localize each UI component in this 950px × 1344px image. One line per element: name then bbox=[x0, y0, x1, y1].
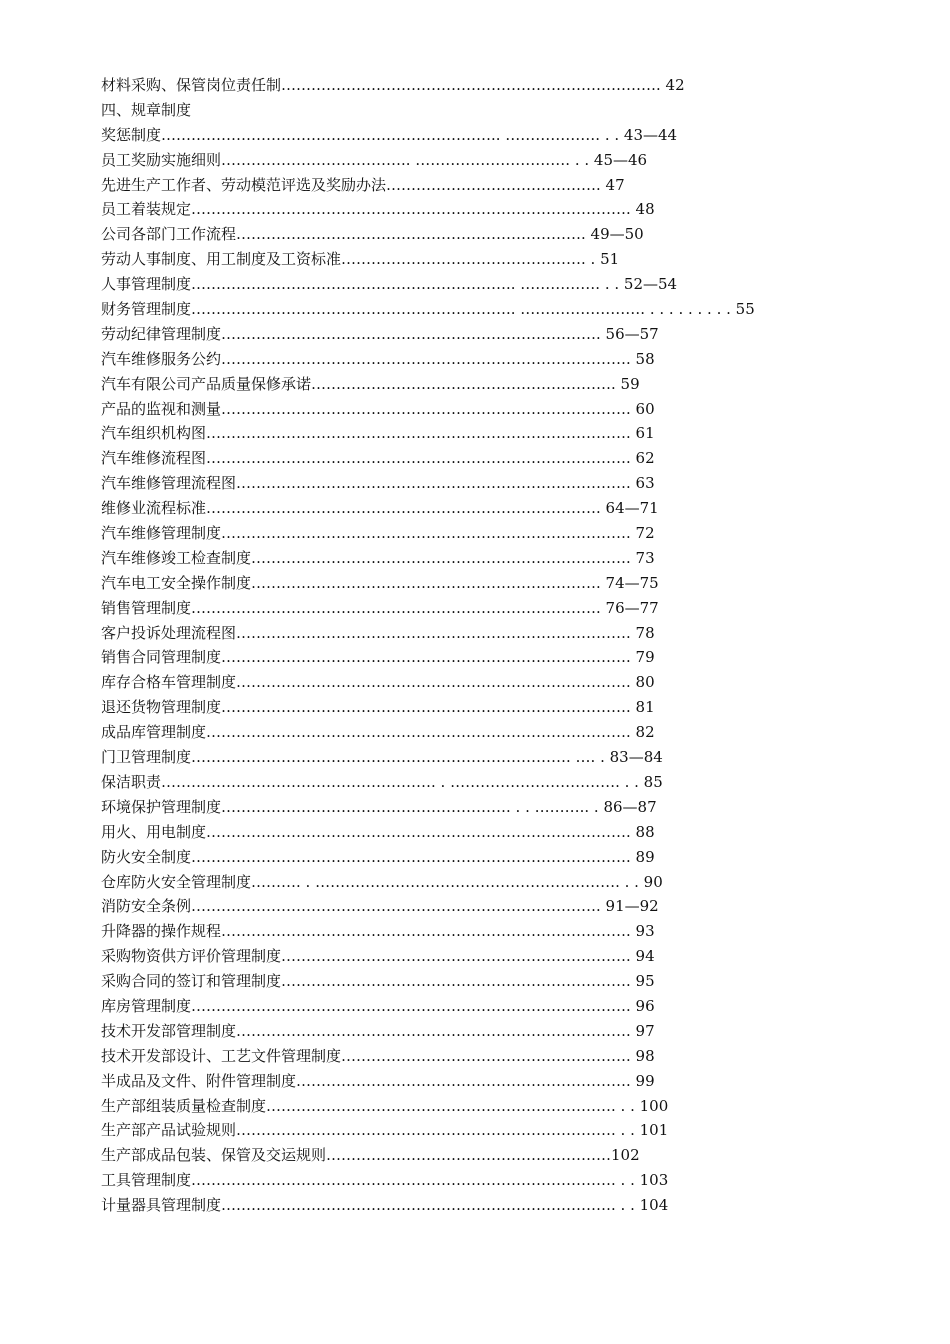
toc-entry: 汽车维修流程图…………………………………………………………………………. 62 bbox=[101, 449, 655, 468]
toc-entry: 库存合格车管理制度……………………………………………………………………. 80 bbox=[101, 673, 655, 692]
toc-entry: 人事管理制度……………………………………………………….. ……………. . . 52—54 bbox=[101, 275, 678, 294]
toc-entry: 产品的监视和测量………………………………………………………………………. 60 bbox=[101, 399, 655, 418]
toc-entry: 采购物资供方评价管理制度……………………………………………………………. 94 bbox=[101, 947, 655, 966]
toc-entry: 员工着装规定……………………………………………………………………………. 48 bbox=[101, 200, 655, 219]
toc-entry: 汽车电工安全操作制度……………………………………………………………. 74—75 bbox=[101, 573, 659, 592]
toc-entry: 生产部组装质量检查制度……………………………………………………………. . . 100 bbox=[101, 1096, 669, 1115]
toc-entry: 公司各部门工作流程……………………………………………………………. 49—50 bbox=[101, 225, 644, 244]
toc-entry: 财务管理制度……………………………………………………….. ……………………. . . . . . . . . . 55 bbox=[101, 300, 755, 319]
toc-entry: 奖惩制度………………………………………………………….. ………………. . . 43—44 bbox=[101, 125, 678, 144]
toc-entry: 汽车维修服务公约………………………………………………………………………. 58 bbox=[101, 349, 655, 368]
toc-entry: 保洁职责………………………………………………. . ……………………………. . . 85 bbox=[101, 772, 663, 791]
toc-entry: 库房管理制度……………………………………………………………………………. 96 bbox=[101, 996, 655, 1015]
toc-entry: 半成品及文件、附件管理制度…………………………………………………………. 99 bbox=[101, 1071, 655, 1090]
toc-entry: 消防安全条例………………………………………………………………………. 91—92 bbox=[101, 897, 659, 916]
toc-entry: 仓库防火安全管理制度………. . ……………………………………………………. . . 90 bbox=[101, 872, 663, 891]
toc-entry: 材料采购、保管岗位责任制…………………………………………………………………. 42 bbox=[101, 76, 685, 94]
toc-entry: 成品库管理制度…………………………………………………………………………. 82 bbox=[101, 723, 655, 742]
toc-entry: 销售合同管理制度………………………………………………………………………. 79 bbox=[101, 648, 655, 667]
toc-entry: 技术开发部管理制度……………………………………………………………………. 97 bbox=[101, 1021, 655, 1040]
toc-entry: 升降器的操作规程………………………………………………………………………. 93 bbox=[101, 922, 655, 941]
toc-entry: 维修业流程标准……………………………………………………………………. 64—71 bbox=[101, 499, 659, 518]
toc-entry: 劳动人事制度、用工制度及工资标准…………………………………………. . 51 bbox=[101, 250, 620, 269]
toc-entry: 用火、用电制度…………………………………………………………………………. 88 bbox=[101, 822, 655, 841]
toc-entry: 防火安全制度……………………………………………………………………………. 89 bbox=[101, 847, 655, 866]
toc-entry: 工具管理制度…………………………………………………………………………. . . 103 bbox=[101, 1171, 669, 1190]
toc-entry: 生产部产品试验规则…………………………………………………………………. . . 101 bbox=[101, 1121, 669, 1140]
toc-entry: 计量器具管理制度……………………………………………………………………. . . 104 bbox=[101, 1196, 669, 1215]
toc-entry: 退还货物管理制度………………………………………………………………………. 81 bbox=[101, 698, 655, 717]
toc-entry: 技术开发部设计、工艺文件管理制度…………………………………………………. 98 bbox=[101, 1046, 655, 1065]
toc-entry: 汽车组织机构图…………………………………………………………………………. 61 bbox=[101, 424, 655, 443]
toc-entry: 员工奖励实施细则……………………………….. …………………………. . . 45—46 bbox=[101, 150, 648, 169]
toc-entry: 销售管理制度………………………………………………………………………. 76—77 bbox=[101, 598, 659, 617]
toc-entry: 采购合同的签订和管理制度……………………………………………………………. 95 bbox=[101, 972, 655, 991]
table-of-contents bbox=[101, 73, 755, 1218]
toc-entry: 劳动纪律管理制度…………………………………………………………………. 56—57 bbox=[101, 324, 659, 343]
toc-entry: 汽车维修竣工检查制度…………………………………………………………………. 73 bbox=[101, 548, 655, 567]
toc-entry: 汽车有限公司产品质量保修承诺……………………………………………………. 59 bbox=[101, 374, 640, 393]
toc-entry: 汽车维修管理制度………………………………………………………………………. 72 bbox=[101, 524, 655, 543]
toc-section-heading: 四、规章制度 bbox=[101, 100, 192, 119]
toc-entry: 环境保护管理制度…………………………………………………. . . ……….. . 86—87 bbox=[101, 797, 657, 816]
toc-entry: 客户投诉处理流程图……………………………………………………………………. 78 bbox=[101, 623, 655, 642]
toc-entry: 门卫管理制度…………………………………………………………………. …. . 83—84 bbox=[101, 748, 663, 767]
toc-entry: 汽车维修管理流程图……………………………………………………………………. 63 bbox=[101, 474, 655, 493]
toc-entry: 先进生产工作者、劳动模范评选及奖励办法……………………………………. 47 bbox=[101, 175, 625, 194]
toc-entry: 生产部成品包装、保管及交运规则…………………………………………………102 bbox=[101, 1146, 640, 1165]
